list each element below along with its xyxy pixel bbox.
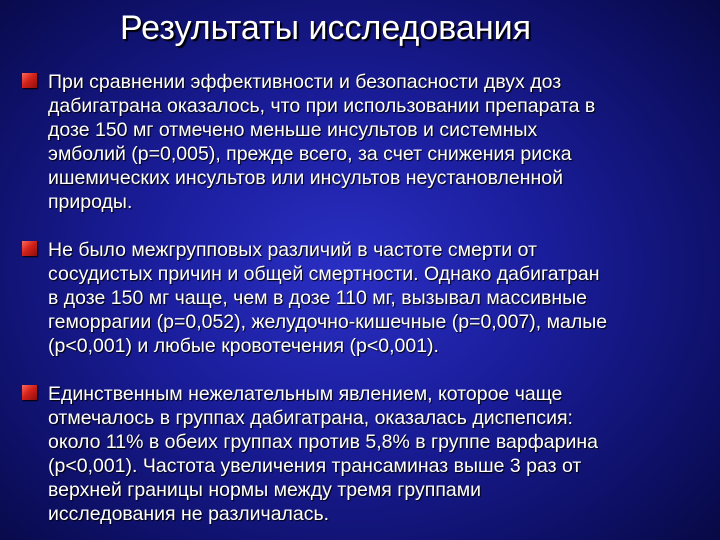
red-square-bullet-icon bbox=[22, 385, 37, 400]
red-square-bullet-icon bbox=[22, 73, 37, 88]
bullet-text: Не было межгрупповых различий в частоте смерти от сосудистых причин и общей смертности. Однако дабигатран в дозе 150 мг чаще, чем в дозе 110 мг, вызывал массивные геморрагии (р=0,052), желудочно-кишечные (р=0,007), малые (р<0,001) и любые кровотечения (р<0,001). bbox=[48, 239, 608, 357]
bullet-text: Единственным нежелательным явлением, которое чаще отмечалось в группах дабигатрана, оказалась диспепсия: около 11% в обеих группах против 5,8% в группе варфарина (р<0,001). Частота увеличения трансаминаз выше 3 раз от верхней границы нормы между тремя группами исследования не различалась. bbox=[48, 383, 598, 525]
bullet-text: При сравнении эффективности и безопасности двух доз дабигатрана оказалось, что при использовании препарата в дозе 150 мг отмечено меньше инсультов и системных эмболий (р=0,005), прежде всего, за счет снижения риска ишемических инсультов или инсультов неустановленной природы. bbox=[48, 71, 596, 213]
slide-title: Результаты исследования bbox=[120, 9, 532, 47]
red-square-bullet-icon bbox=[22, 241, 37, 256]
